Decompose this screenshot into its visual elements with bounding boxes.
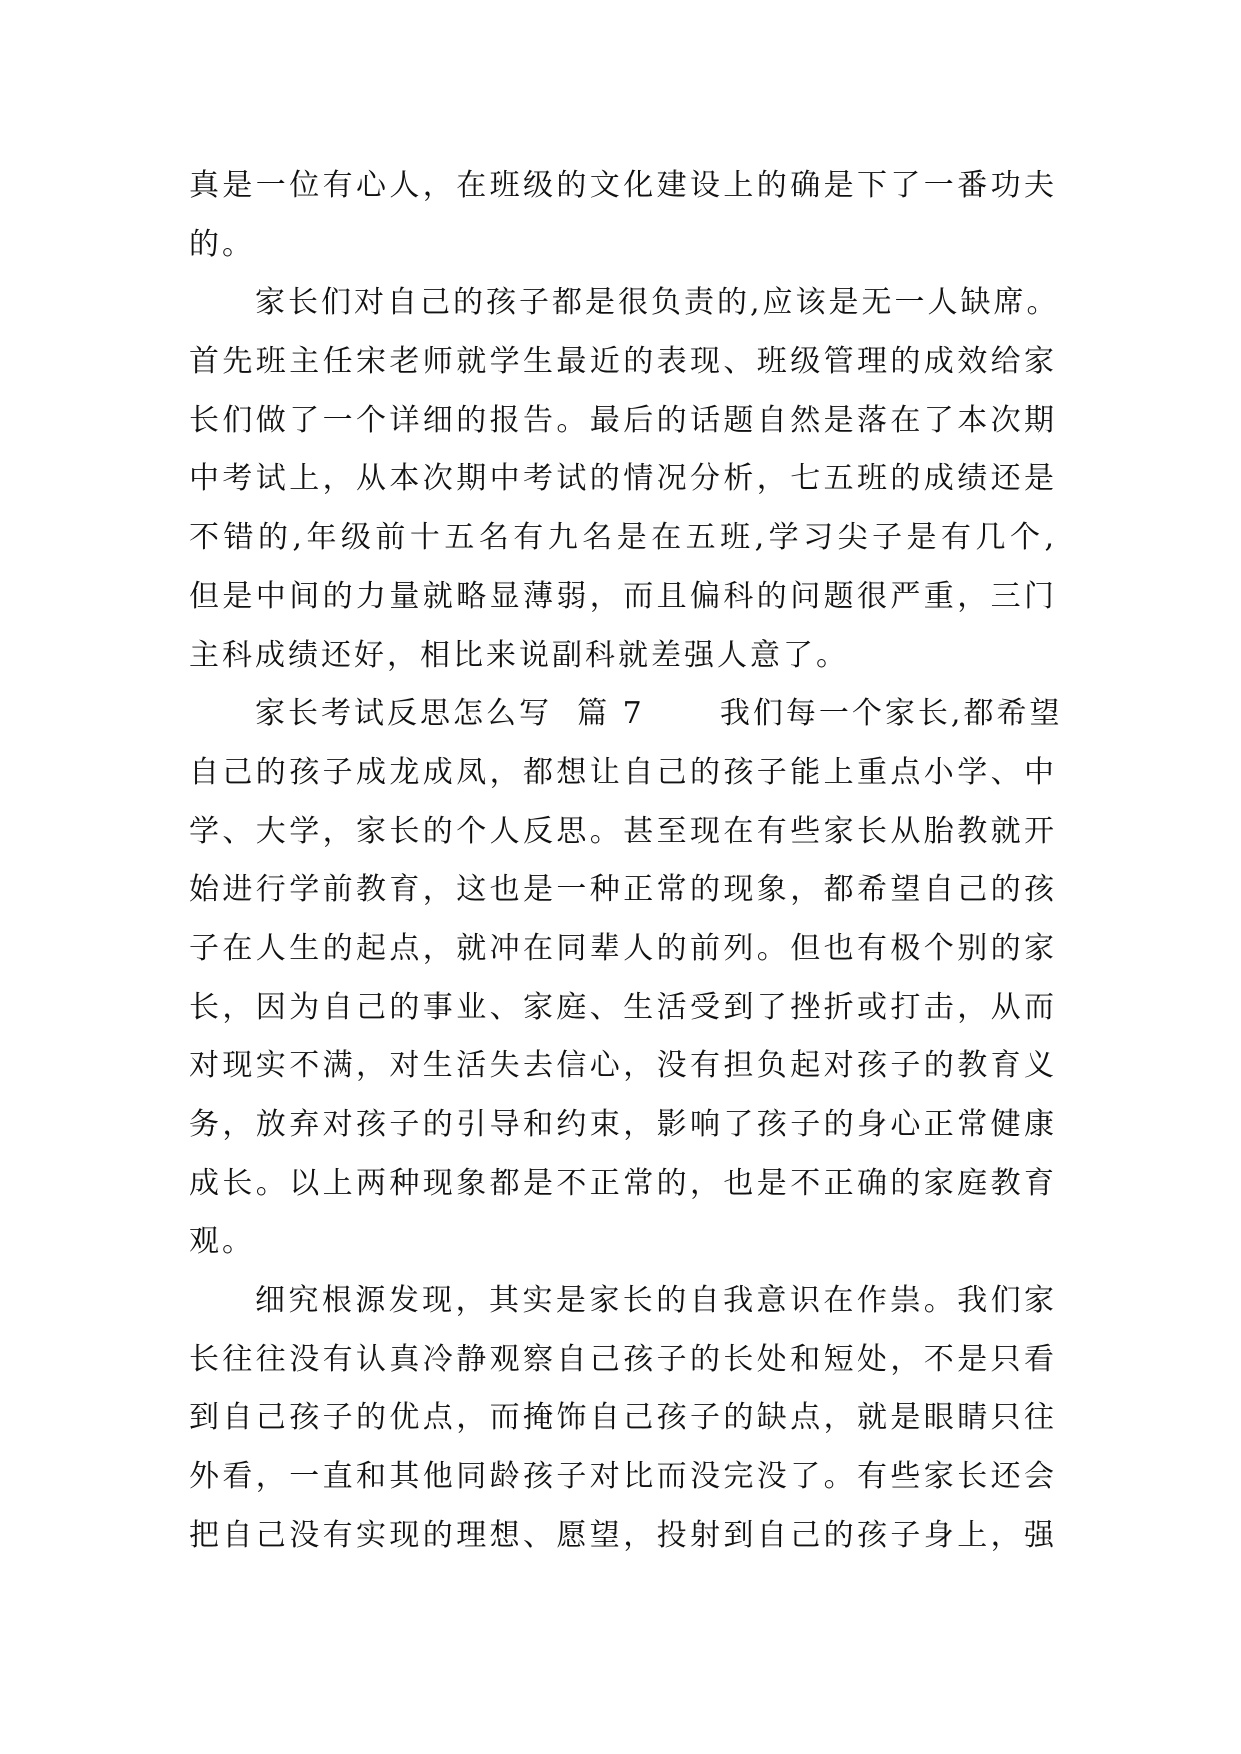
- text-line: 真是一位有心人，在班级的文化建设上的确是下了一番功夫: [189, 168, 1057, 203]
- text-line: 中考试上，从本次期中考试的情况分析，七五班的成绩还是: [189, 461, 1057, 497]
- text-line: 把自己没有实现的理想、愿望，投射到自己的孩子身上，强: [189, 1517, 1057, 1553]
- paragraph-3: [189, 685, 1063, 1272]
- text-line: 务，放弃对孩子的引导和约束，影响了孩子的身心正常健康: [189, 1107, 1057, 1142]
- text-line: 的。: [189, 226, 255, 262]
- paragraph-2: [189, 274, 1060, 685]
- text-line: 首先班主任宋老师就学生最近的表现、班级管理的成效给家: [189, 344, 1057, 380]
- text-line: 学、大学，家长的个人反思。甚至现在有些家长从胎教就开: [189, 813, 1057, 849]
- text-line: 家长们对自己的孩子都是很负责的,应该是无一人缺席。: [255, 285, 1060, 321]
- text-line: 观。: [189, 1224, 255, 1260]
- text-line: 不错的,年级前十五名有九名是在五班,学习尖子是有几个,: [189, 520, 1057, 556]
- text-line: 长往往没有认真冷静观察自己孩子的长处和短处，不是只看: [189, 1341, 1057, 1377]
- text-line: 对现实不满，对生活失去信心，没有担负起对孩子的教育义: [189, 1048, 1057, 1084]
- text-line: 主科成绩还好，相比来说副科就差强人意了。: [189, 637, 849, 673]
- text-line: 子在人生的起点，就冲在同辈人的前列。但也有极个别的家: [189, 930, 1057, 966]
- section-heading-line: 家长考试反思怎么写 篇 7 我们每一个家长,都希望: [255, 696, 1063, 732]
- paragraph-4: [189, 1272, 1057, 1565]
- text-line: 长，因为自己的事业、家庭、生活受到了挫折或打击，从而: [189, 989, 1057, 1025]
- text-line: 自己的孩子成龙成凤，都想让自己的孩子能上重点小学、中: [189, 754, 1057, 790]
- text-line: 外看，一直和其他同龄孩子对比而没完没了。有些家长还会: [189, 1459, 1057, 1495]
- text-line: 长们做了一个详细的报告。最后的话题自然是落在了本次期: [189, 402, 1057, 438]
- paragraph-1: [189, 157, 1057, 274]
- text-line: 到自己孩子的优点，而掩饰自己孩子的缺点，就是眼睛只往: [189, 1400, 1057, 1436]
- body-text: [189, 157, 1063, 1566]
- text-line: 细究根源发现，其实是家长的自我意识在作祟。我们家: [255, 1283, 1057, 1319]
- text-line: 始进行学前教育，这也是一种正常的现象，都希望自己的孩: [189, 872, 1057, 908]
- text-line: 成长。以上两种现象都是不正常的，也是不正确的家庭教育: [189, 1165, 1057, 1201]
- text-line: 但是中间的力量就略显薄弱，而且偏科的问题很严重，三门: [189, 578, 1057, 614]
